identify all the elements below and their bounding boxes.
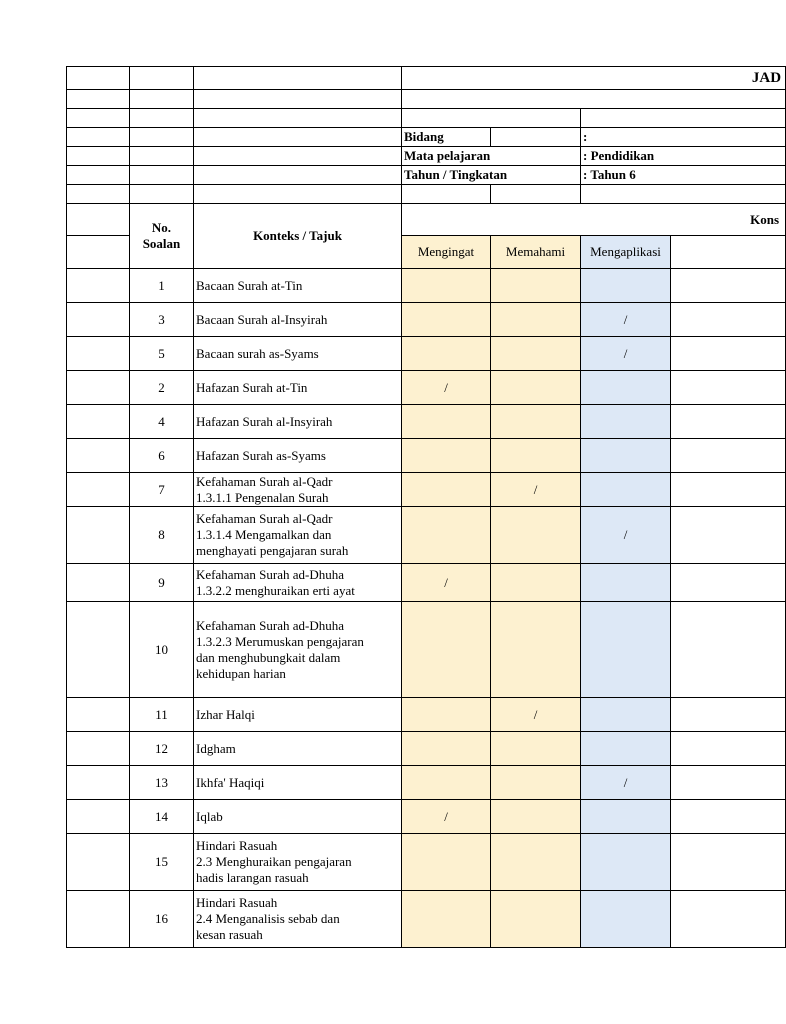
blank-cell	[671, 405, 786, 439]
blank-cell	[671, 303, 786, 337]
konteks-cell	[194, 564, 402, 602]
blank-cell	[671, 507, 786, 564]
mengingat-header: Mengingat	[402, 236, 491, 269]
mengingat-cell	[402, 507, 491, 564]
mengaplikasi-header: Mengaplikasi	[581, 236, 671, 269]
question-number: 3	[130, 303, 194, 337]
blank-cell	[671, 439, 786, 473]
spreadsheet	[66, 66, 782, 948]
question-number: 14	[130, 800, 194, 834]
konteks-line: Bacaan Surah at-Tin	[196, 277, 303, 293]
blank-cell	[67, 473, 130, 507]
konteks-header: Konteks / Tajuk	[194, 204, 402, 269]
mengingat-cell	[402, 698, 491, 732]
mengaplikasi-cell	[581, 800, 671, 834]
mengingat-cell	[402, 834, 491, 891]
memahami-cell	[491, 800, 581, 834]
blank-cell	[671, 602, 786, 698]
mata-pelajaran-row	[67, 147, 786, 166]
table-row	[67, 303, 786, 337]
tahun-label: Tahun / Tingkatan	[402, 166, 581, 185]
konteks-line: kesan rasuah	[196, 927, 263, 942]
konteks-line: 1.3.1.1 Pengenalan Surah	[196, 489, 329, 505]
blank-cell	[67, 337, 130, 371]
table-row	[67, 507, 786, 564]
question-number: 12	[130, 732, 194, 766]
konteks-line: 2.4 Menganalisis sebab dan	[196, 911, 340, 926]
mengingat-cell: /	[402, 800, 491, 834]
mengingat-cell	[402, 303, 491, 337]
blank-cell	[671, 473, 786, 507]
konteks-cell	[194, 439, 402, 473]
konteks-cell	[194, 732, 402, 766]
konteks-cell	[194, 269, 402, 303]
mengaplikasi-cell	[581, 371, 671, 405]
memahami-cell	[491, 766, 581, 800]
no-soalan-header: No. Soalan	[130, 204, 194, 269]
konteks-line: Kefahaman Surah al-Qadr	[196, 511, 333, 526]
memahami-cell	[491, 834, 581, 891]
mengaplikasi-cell: /	[581, 337, 671, 371]
konteks-cell	[194, 405, 402, 439]
memahami-cell	[491, 303, 581, 337]
blank-cell	[67, 439, 130, 473]
blank-cell	[671, 766, 786, 800]
mengaplikasi-cell: /	[581, 766, 671, 800]
konteks-line: Izhar Halqi	[196, 706, 255, 722]
mengaplikasi-cell: /	[581, 507, 671, 564]
konteks-cell	[194, 834, 402, 891]
blank-cell	[67, 507, 130, 564]
mengaplikasi-cell	[581, 439, 671, 473]
mengingat-cell: /	[402, 371, 491, 405]
konteks-cell	[194, 766, 402, 800]
konstruk-header: Kons	[402, 204, 786, 236]
bidang-value: :	[581, 128, 786, 147]
header-row-1	[67, 204, 786, 236]
konteks-line: Iqlab	[196, 808, 223, 824]
mata-pelajaran-value: : Pendidikan	[581, 147, 786, 166]
question-number: 2	[130, 371, 194, 405]
blank-cell	[67, 891, 130, 948]
blank-cell	[671, 732, 786, 766]
table-row	[67, 698, 786, 732]
mengaplikasi-cell	[581, 732, 671, 766]
blank-cell	[67, 405, 130, 439]
memahami-cell	[491, 371, 581, 405]
memahami-cell	[491, 732, 581, 766]
table-row	[67, 766, 786, 800]
table-row	[67, 269, 786, 303]
table-row	[67, 439, 786, 473]
table-row	[67, 337, 786, 371]
konteks-cell	[194, 473, 402, 507]
question-number: 11	[130, 698, 194, 732]
memahami-cell	[491, 602, 581, 698]
blank-cell	[671, 800, 786, 834]
question-number: 16	[130, 891, 194, 948]
blank-cell	[67, 303, 130, 337]
blank-cell	[67, 602, 130, 698]
konteks-cell	[194, 698, 402, 732]
konteks-line: dan menghubungkait dalam	[196, 649, 341, 665]
blank-cell	[67, 269, 130, 303]
konteks-line: 2.3 Menghuraikan pengajaran	[196, 854, 352, 869]
memahami-cell	[491, 405, 581, 439]
mengaplikasi-cell	[581, 891, 671, 948]
memahami-cell: /	[491, 473, 581, 507]
mengingat-cell	[402, 405, 491, 439]
table-row	[67, 891, 786, 948]
konteks-cell	[194, 891, 402, 948]
konteks-cell	[194, 507, 402, 564]
konteks-line: 1.3.1.4 Mengamalkan dan	[196, 527, 332, 542]
blank-cell	[67, 800, 130, 834]
jadual-table	[66, 66, 786, 948]
question-number: 10	[130, 602, 194, 698]
mengaplikasi-cell	[581, 602, 671, 698]
table-row	[67, 602, 786, 698]
konteks-line: hadis larangan rasuah	[196, 870, 309, 885]
konteks-cell	[194, 337, 402, 371]
konteks-cell	[194, 602, 402, 698]
memahami-cell	[491, 891, 581, 948]
question-number: 15	[130, 834, 194, 891]
mengaplikasi-cell	[581, 473, 671, 507]
konteks-line: menghayati pengajaran surah	[196, 543, 349, 558]
konteks-line: Hindari Rasuah	[196, 838, 278, 853]
blank-cell	[67, 698, 130, 732]
question-number: 6	[130, 439, 194, 473]
konteks-line: Hafazan Surah al-Insyirah	[196, 413, 333, 429]
mengingat-cell	[402, 439, 491, 473]
mengingat-cell	[402, 269, 491, 303]
table-row	[67, 473, 786, 507]
table-row	[67, 834, 786, 891]
question-number: 9	[130, 564, 194, 602]
mata-pelajaran-label: Mata pelajaran	[402, 147, 581, 166]
blank-cell	[671, 834, 786, 891]
blank-cell	[671, 371, 786, 405]
title-row	[67, 67, 786, 90]
memahami-header: Memahami	[491, 236, 581, 269]
konteks-line: Hafazan Surah at-Tin	[196, 379, 308, 395]
blank-cell	[67, 766, 130, 800]
konteks-line: Bacaan surah as-Syams	[196, 345, 319, 361]
bidang-row	[67, 128, 786, 147]
blank-cell	[671, 269, 786, 303]
konteks-cell	[194, 371, 402, 405]
konteks-line: Kefahaman Surah ad-Dhuha	[196, 617, 344, 633]
question-number: 5	[130, 337, 194, 371]
blank-cell	[671, 891, 786, 948]
question-number: 8	[130, 507, 194, 564]
konteks-line: Hindari Rasuah	[196, 895, 278, 910]
mengingat-cell: /	[402, 564, 491, 602]
mengingat-cell	[402, 602, 491, 698]
konteks-cell	[194, 800, 402, 834]
question-number: 13	[130, 766, 194, 800]
question-number: 7	[130, 473, 194, 507]
mengaplikasi-cell	[581, 405, 671, 439]
mengaplikasi-cell	[581, 269, 671, 303]
bidang-label: Bidang	[402, 128, 491, 147]
konteks-line: Bacaan Surah al-Insyirah	[196, 311, 328, 327]
memahami-cell	[491, 337, 581, 371]
konteks-cell	[194, 303, 402, 337]
konteks-line: 1.3.2.2 menghuraikan erti ayat	[196, 582, 355, 598]
table-row	[67, 405, 786, 439]
memahami-cell	[491, 507, 581, 564]
table-row	[67, 564, 786, 602]
mengingat-cell	[402, 766, 491, 800]
konteks-line: kehidupan harian	[196, 665, 286, 681]
mengingat-cell	[402, 473, 491, 507]
mengaplikasi-cell	[581, 834, 671, 891]
konteks-line: Hafazan Surah as-Syams	[196, 447, 326, 463]
mengingat-cell	[402, 337, 491, 371]
konteks-line: Ikhfa' Haqiqi	[196, 774, 265, 790]
memahami-cell	[491, 269, 581, 303]
question-number: 4	[130, 405, 194, 439]
konteks-line: Kefahaman Surah al-Qadr	[196, 473, 333, 489]
blank-cell	[67, 732, 130, 766]
blank-cell	[67, 834, 130, 891]
blank-cell	[67, 564, 130, 602]
mengaplikasi-cell	[581, 698, 671, 732]
memahami-cell	[491, 439, 581, 473]
mengingat-cell	[402, 891, 491, 948]
blank-cell	[671, 337, 786, 371]
mengaplikasi-cell: /	[581, 303, 671, 337]
table-row	[67, 371, 786, 405]
tahun-value: : Tahun 6	[581, 166, 786, 185]
mengaplikasi-cell	[581, 564, 671, 602]
question-number: 1	[130, 269, 194, 303]
blank-cell	[671, 698, 786, 732]
mengingat-cell	[402, 732, 491, 766]
blank-cell	[671, 564, 786, 602]
tahun-row	[67, 166, 786, 185]
konteks-line: Kefahaman Surah ad-Dhuha	[196, 566, 344, 582]
table-row	[67, 732, 786, 766]
konteks-line: 1.3.2.3 Merumuskan pengajaran	[196, 633, 364, 649]
table-row	[67, 800, 786, 834]
document-title: JAD	[402, 67, 786, 90]
blank-cell	[67, 371, 130, 405]
konteks-line: Idgham	[196, 740, 236, 756]
memahami-cell	[491, 564, 581, 602]
memahami-cell: /	[491, 698, 581, 732]
